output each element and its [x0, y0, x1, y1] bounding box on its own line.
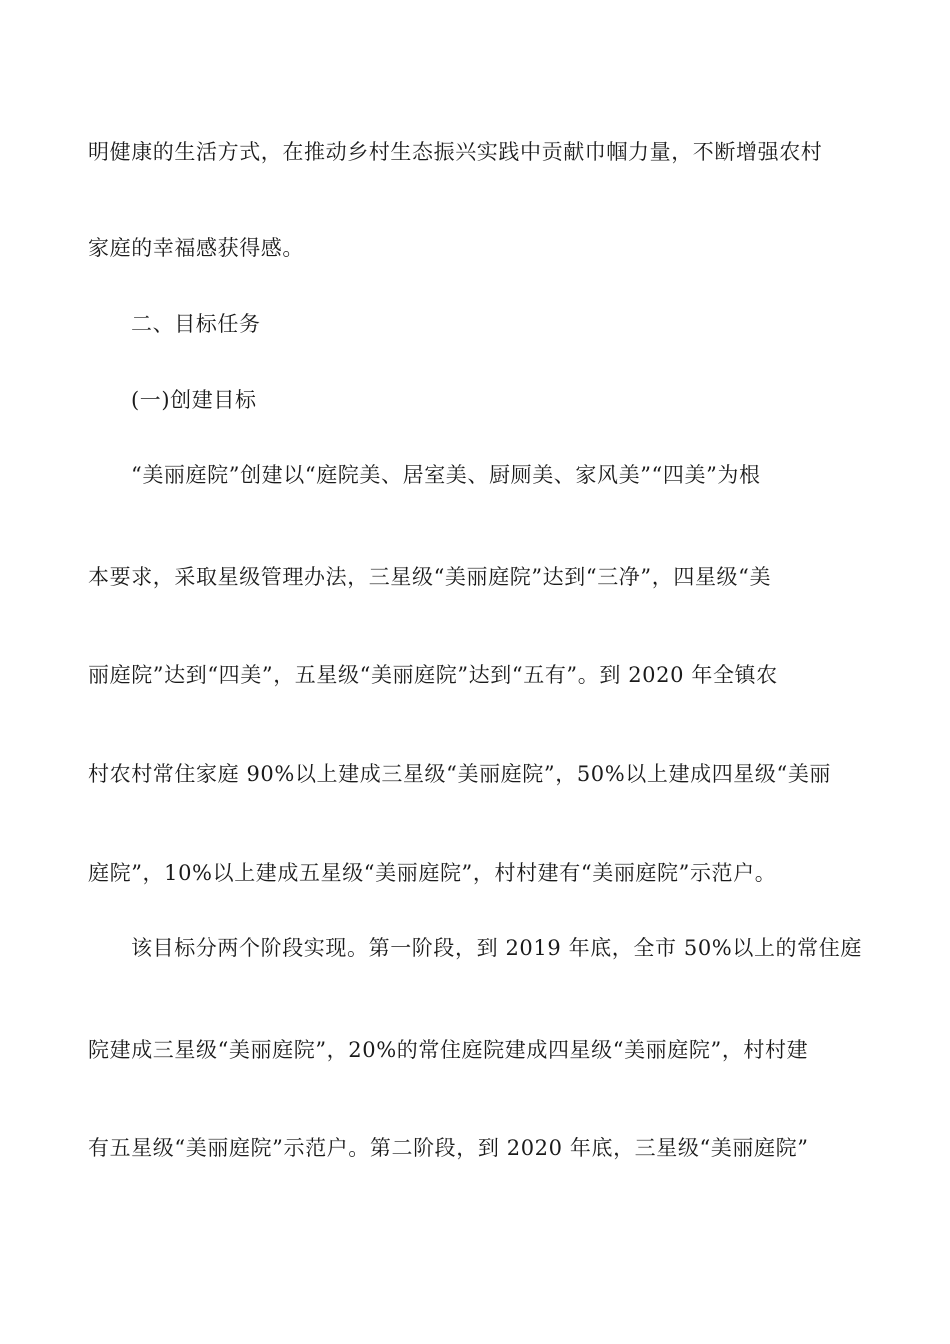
- section-heading: 二、目标任务: [131, 312, 261, 336]
- subsection-heading: (一)创建目标: [131, 388, 257, 412]
- paragraph-first-line: “美丽庭院”创建以“庭院美、居室美、厨厕美、家风美”“四美”为根: [131, 463, 761, 487]
- body-text-line: 本要求，采取星级管理办法，三星级“美丽庭院”达到“三净”，四星级“美: [88, 565, 772, 589]
- body-text-line: 家庭的幸福感获得感。: [88, 236, 304, 260]
- body-text-line: 庭院”，10%以上建成五星级“美丽庭院”，村村建有“美丽庭院”示范户。: [88, 861, 777, 885]
- body-text-line: 有五星级“美丽庭院”示范户。第二阶段，到 2020 年底，三星级“美丽庭院”: [88, 1136, 809, 1160]
- paragraph-first-line: 该目标分两个阶段实现。第一阶段，到 2019 年底，全市 50%以上的常住庭: [131, 936, 862, 960]
- body-text-line: 明健康的生活方式，在推动乡村生态振兴实践中贡献巾帼力量，不断增强农村: [88, 140, 823, 164]
- body-text-line: 丽庭院”达到“四美”，五星级“美丽庭院”达到“五有”。到 2020 年全镇农: [88, 663, 778, 687]
- body-text-line: 村农村常住家庭 90%以上建成三星级“美丽庭院”，50%以上建成四星级“美丽: [88, 762, 832, 786]
- body-text-line: 院建成三星级“美丽庭院”，20%的常住庭院建成四星级“美丽庭院”，村村建: [88, 1038, 809, 1062]
